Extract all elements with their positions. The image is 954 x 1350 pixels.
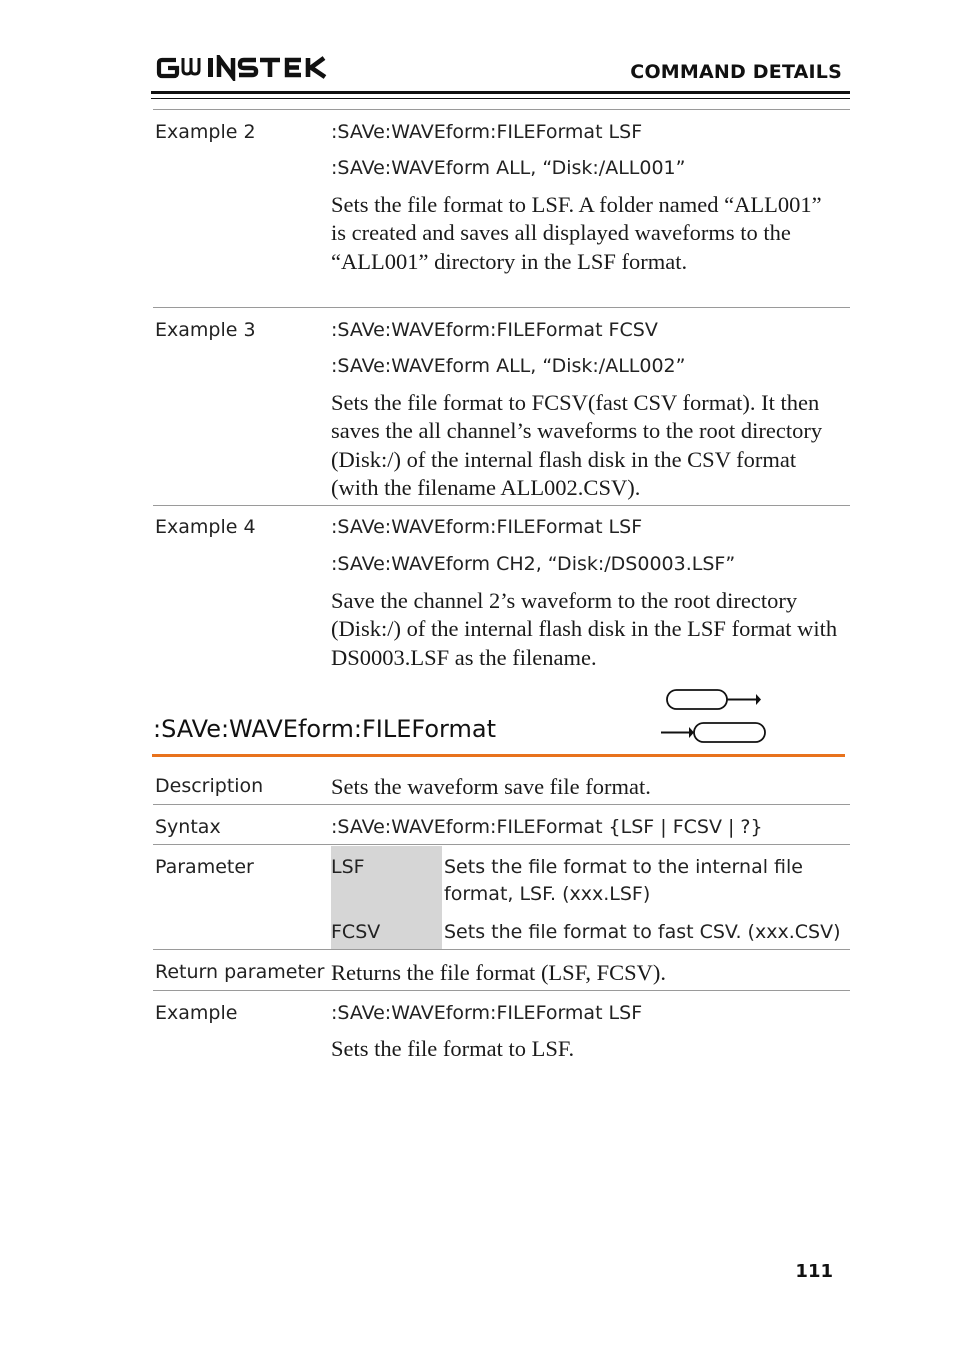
example-label: Example <box>155 1002 238 1024</box>
query-command-icon <box>661 723 765 742</box>
row-divider <box>153 505 850 506</box>
command-description: Sets the waveform save file format. <box>331 774 651 799</box>
parameter-label: Parameter <box>155 856 254 878</box>
parameter-name: LSF <box>331 856 365 878</box>
example-description: Sets the file format to LSF. <box>331 1036 575 1061</box>
section-title: COMMAND DETAILS <box>630 61 842 83</box>
parameter-name: FCSV <box>331 921 381 943</box>
logo-mark <box>156 55 328 81</box>
description-label: Description <box>155 775 264 797</box>
row-divider <box>153 949 850 950</box>
example-command: :SAVe:WAVEform CH2, “Disk:/DS0003.LSF” <box>331 553 736 575</box>
example-command: :SAVe:WAVEform ALL, “Disk:/ALL002” <box>331 355 686 377</box>
row-divider <box>153 844 850 845</box>
syntax-label: Syntax <box>155 816 221 838</box>
example-description: Sets the file format to FCSV(fast CSV format). It then saves the all channel’s waveforms to the root directory (Disk:/) of the internal flash disk in the CSV format (with the filename ALL002.CSV). <box>331 390 823 500</box>
command-title-rule <box>152 754 845 757</box>
return-description: Returns the file format (LSF, FCSV). <box>331 960 667 985</box>
example-description: Sets the file format to LSF. A folder named “ALL001” is created and saves all displayed waveforms to the “ALL001” directory in the LSF format. <box>331 192 822 274</box>
gw-instek-logo <box>156 55 328 86</box>
command-syntax: :SAVe:WAVEform:FILEFormat {LSF | FCSV | ?} <box>331 816 763 838</box>
example-label: Example 2 <box>155 121 256 143</box>
parameter-description: Sets the file format to the internal file format, LSF. (xxx.LSF) <box>444 856 803 905</box>
example-command: :SAVe:WAVEform:FILEFormat LSF <box>331 121 643 143</box>
example-command: :SAVe:WAVEform ALL, “Disk:/ALL001” <box>331 157 686 179</box>
header-rule <box>151 91 850 94</box>
page-number: 111 <box>795 1261 833 1282</box>
return-label: Return parameter <box>155 961 325 983</box>
row-divider <box>153 804 850 805</box>
set-command-icon <box>667 690 761 709</box>
example-description: Save the channel 2’s waveform to the root directory (Disk:/) of the internal flash disk in the LSF format with DS0003.LSF as the filename. <box>331 588 838 670</box>
example-command: :SAVe:WAVEform:FILEFormat LSF <box>331 1002 643 1024</box>
example-command: :SAVe:WAVEform:FILEFormat FCSV <box>331 319 658 341</box>
example-label: Example 3 <box>155 319 256 341</box>
command-type-icons <box>660 688 770 751</box>
parameter-description: Sets the file format to fast CSV. (xxx.CSV) <box>444 921 841 943</box>
row-divider <box>153 990 850 991</box>
example-label: Example 4 <box>155 516 256 538</box>
row-divider <box>153 307 850 308</box>
command-title: :SAVe:WAVEform:FILEFormat <box>153 715 496 743</box>
row-divider <box>153 109 850 110</box>
example-command: :SAVe:WAVEform:FILEFormat LSF <box>331 516 643 538</box>
header-rule-thin <box>151 98 850 99</box>
